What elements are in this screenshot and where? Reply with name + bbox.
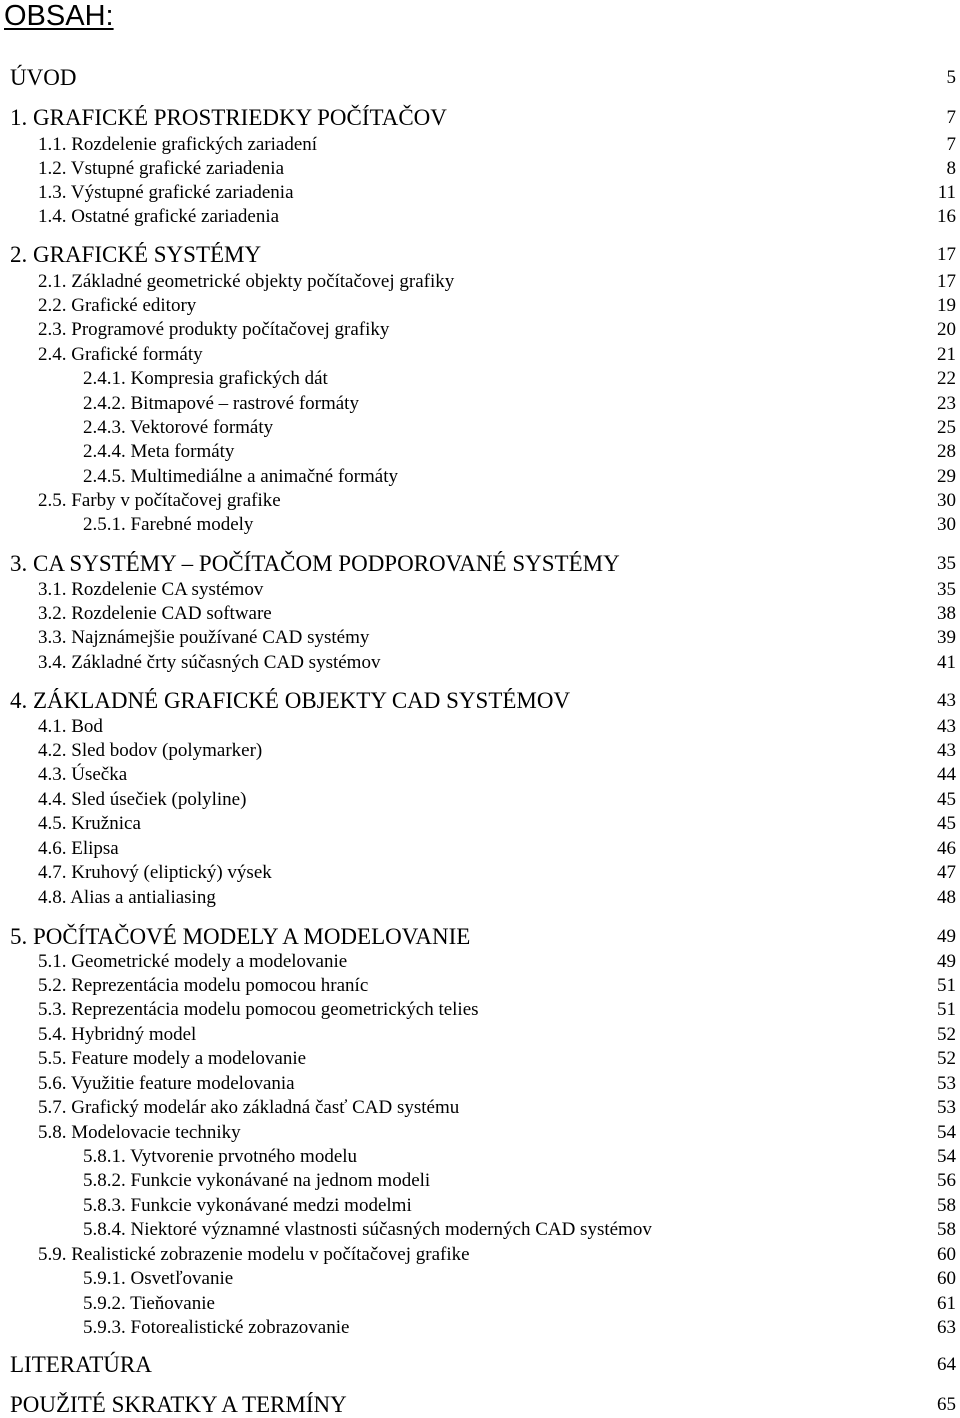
toc-entry-page: 29: [937, 466, 956, 487]
toc-entry-label: 5.9.2. Tieňovanie: [83, 1293, 215, 1314]
toc-entry-page: 54: [937, 1146, 956, 1167]
toc-entry-page: 7: [946, 107, 956, 128]
toc-entry-page: 63: [937, 1317, 956, 1338]
toc-entry-label: 1.2. Vstupné grafické zariadenia: [38, 158, 285, 179]
toc-entry-page: 51: [937, 999, 956, 1020]
toc-entry[interactable]: [0, 578, 960, 602]
toc-entry-label: 5. POČÍTAČOVÉ MODELY A MODELOVANIE: [10, 924, 471, 949]
toc-entry-page: 56: [937, 1170, 956, 1191]
toc-entry-label: 2.4.5. Multimediálne a animačné formáty: [83, 466, 398, 487]
toc-entry[interactable]: [0, 763, 960, 787]
toc-entry-chapter-4[interactable]: [0, 689, 960, 713]
toc-entry-label: 1.4. Ostatné grafické zariadenia: [38, 206, 280, 227]
toc-entry-label: 2. GRAFICKÉ SYSTÉMY: [10, 242, 262, 267]
toc-entry[interactable]: [0, 651, 960, 675]
toc-entry[interactable]: [0, 318, 960, 342]
toc-entry[interactable]: [0, 837, 960, 861]
toc-entry-page: 30: [937, 490, 956, 511]
toc-entry-page: 64: [937, 1354, 956, 1375]
toc-entry-page: 61: [937, 1293, 956, 1314]
toc-entry-label: 2.4.2. Bitmapové – rastrové formáty: [83, 393, 359, 414]
toc-entry-page: 28: [937, 441, 956, 462]
toc-entry-page: 52: [937, 1048, 956, 1069]
toc-entry-page: 46: [937, 838, 956, 859]
toc-entry-page: 20: [937, 319, 956, 340]
toc-entry-page: 22: [937, 368, 956, 389]
toc-entry-label: 4.2. Sled bodov (polymarker): [38, 740, 263, 761]
toc-entry-page: 45: [937, 789, 956, 810]
toc-entry-label: 5.2. Reprezentácia modelu pomocou hraníc: [38, 975, 369, 996]
toc-entry-page: 47: [937, 862, 956, 883]
toc-entry-literatura[interactable]: [0, 1353, 960, 1377]
toc-entry-chapter-3[interactable]: [0, 552, 960, 576]
toc-entry-page: 23: [937, 393, 956, 414]
toc-entry-page: 19: [937, 295, 956, 316]
toc-entry[interactable]: [0, 950, 960, 974]
toc-entry-page: 35: [937, 553, 956, 574]
toc-entry-page: 44: [937, 764, 956, 785]
toc-entry-label: 5.7. Grafický modelár ako základná časť CAD systému: [38, 1097, 460, 1118]
toc-entry-label: 4. ZÁKLADNÉ GRAFICKÉ OBJEKTY CAD SYSTÉMOV: [10, 688, 571, 713]
toc-entry-label: 5.6. Využitie feature modelovania: [38, 1073, 295, 1094]
toc-entry[interactable]: [0, 1072, 960, 1096]
toc-entry[interactable]: [0, 270, 960, 294]
toc-entry-page: 21: [937, 344, 956, 365]
toc-entry[interactable]: [0, 133, 960, 157]
toc-entry[interactable]: [0, 998, 960, 1022]
toc-entry-page: 48: [937, 887, 956, 908]
toc-entry-page: 53: [937, 1073, 956, 1094]
toc-entry-label: 1.3. Výstupné grafické zariadenia: [38, 182, 294, 203]
toc-entry[interactable]: [0, 1121, 960, 1145]
toc-entry[interactable]: [0, 465, 960, 489]
page-title: OBSAH:: [4, 0, 114, 32]
toc-entry-page: 54: [937, 1122, 956, 1143]
toc-entry-label: 5.8. Modelovacie techniky: [38, 1122, 241, 1143]
toc-entry-page: 60: [937, 1244, 956, 1265]
toc-entry[interactable]: [0, 513, 960, 537]
toc-entry[interactable]: [0, 367, 960, 391]
toc-entry-page: 45: [937, 813, 956, 834]
toc-entry-label: 5.3. Reprezentácia modelu pomocou geometrických telies: [38, 999, 479, 1020]
toc-entry-label: 2.2. Grafické editory: [38, 295, 197, 316]
toc-entry[interactable]: [0, 181, 960, 205]
toc-entry[interactable]: [0, 1169, 960, 1193]
toc-entry[interactable]: [0, 416, 960, 440]
toc-entry-page: 43: [937, 690, 956, 711]
toc-entry-page: 35: [937, 579, 956, 600]
toc-entry[interactable]: [0, 1194, 960, 1218]
toc-entry-chapter-1[interactable]: [0, 106, 960, 130]
toc-entry[interactable]: [0, 739, 960, 763]
toc-entry[interactable]: [0, 205, 960, 229]
toc-entry[interactable]: [0, 440, 960, 464]
toc-entry-page: 58: [937, 1219, 956, 1240]
toc-entry-label: 4.3. Úsečka: [38, 764, 128, 785]
toc-entry-label: 4.5. Kružnica: [38, 813, 141, 834]
toc-entry-page: 38: [937, 603, 956, 624]
toc-entry-skratky[interactable]: [0, 1393, 960, 1417]
toc-entry-label: 5.8.2. Funkcie vykonávané na jednom modeli: [83, 1170, 431, 1191]
toc-entry-label: POUŽITÉ SKRATKY A TERMÍNY: [10, 1392, 347, 1417]
toc-entry-label: 4.4. Sled úsečiek (polyline): [38, 789, 247, 810]
toc-entry[interactable]: [0, 861, 960, 885]
toc-entry-label: 2.4. Grafické formáty: [38, 344, 203, 365]
toc-entry-page: 41: [937, 652, 956, 673]
toc-entry-page: 52: [937, 1024, 956, 1045]
toc-entry-label: 5.8.3. Funkcie vykonávané medzi modelmi: [83, 1195, 412, 1216]
toc-entry-label: ÚVOD: [10, 65, 77, 90]
toc-entry-label: 3.3. Najznámejšie používané CAD systémy: [38, 627, 370, 648]
toc-entry[interactable]: [0, 886, 960, 910]
toc-entry-page: 49: [937, 951, 956, 972]
toc-entry-label: 2.1. Základné geometrické objekty počítačovej grafiky: [38, 271, 455, 292]
toc-entry-label: LITERATÚRA: [10, 1352, 152, 1377]
toc-entry-chapter-2[interactable]: [0, 243, 960, 267]
toc-entry-page: 43: [937, 716, 956, 737]
toc-entry[interactable]: [0, 1267, 960, 1291]
toc-entry-label: 4.7. Kruhový (eliptický) výsek: [38, 862, 272, 883]
toc-entry-page: 17: [937, 244, 956, 265]
toc-entry-label: 5.8.4. Niektoré významné vlastnosti súčasných moderných CAD systémov: [83, 1219, 652, 1240]
toc-entry-label: 2.5.1. Farebné modely: [83, 514, 254, 535]
toc-entry-uvod[interactable]: [0, 66, 960, 90]
toc-entry-label: 3.2. Rozdelenie CAD software: [38, 603, 272, 624]
toc-entry-label: 2.3. Programové produkty počítačovej grafiky: [38, 319, 390, 340]
toc-entry-page: 5: [946, 67, 956, 88]
toc-entry[interactable]: [0, 602, 960, 626]
toc-entry[interactable]: [0, 788, 960, 812]
toc-entry-chapter-5[interactable]: [0, 925, 960, 949]
toc-entry[interactable]: [0, 715, 960, 739]
toc-entry-label: 5.5. Feature modely a modelovanie: [38, 1048, 307, 1069]
toc-entry-page: 30: [937, 514, 956, 535]
toc-entry-label: 2.4.1. Kompresia grafických dát: [83, 368, 328, 389]
toc-entry-label: 4.8. Alias a antialiasing: [38, 887, 216, 908]
toc-entry-page: 43: [937, 740, 956, 761]
toc-entry[interactable]: [0, 974, 960, 998]
toc-entry[interactable]: [0, 392, 960, 416]
toc-entry[interactable]: [0, 1243, 960, 1267]
toc-entry-page: 58: [937, 1195, 956, 1216]
toc-entry-label: 1. GRAFICKÉ PROSTRIEDKY POČÍTAČOV: [10, 105, 447, 130]
toc-entry-label: 4.1. Bod: [38, 716, 103, 737]
toc-entry-page: 11: [937, 182, 956, 203]
toc-entry-page: 39: [937, 627, 956, 648]
toc-entry[interactable]: [0, 1218, 960, 1242]
toc-entry-label: 5.9. Realistické zobrazenie modelu v počítačovej grafike: [38, 1244, 470, 1265]
toc-entry-page: 51: [937, 975, 956, 996]
toc-entry[interactable]: [0, 1023, 960, 1047]
toc-entry-page: 60: [937, 1268, 956, 1289]
toc-entry-label: 5.1. Geometrické modely a modelovanie: [38, 951, 348, 972]
toc-entry-label: 4.6. Elipsa: [38, 838, 119, 859]
toc-entry-label: 1.1. Rozdelenie grafických zariadení: [38, 134, 318, 155]
toc-entry[interactable]: [0, 343, 960, 367]
toc-entry-label: 3. CA SYSTÉMY – POČÍTAČOM PODPOROVANÉ SYSTÉMY: [10, 551, 620, 576]
toc-entry-page: 53: [937, 1097, 956, 1118]
toc-entry-page: 8: [946, 158, 956, 179]
toc-entry-label: 3.4. Základné črty súčasných CAD systémov: [38, 652, 381, 673]
toc-entry[interactable]: [0, 1316, 960, 1340]
toc-entry-label: 5.4. Hybridný model: [38, 1024, 197, 1045]
toc-entry[interactable]: [0, 1096, 960, 1120]
toc-entry[interactable]: [0, 489, 960, 513]
toc-entry[interactable]: [0, 1047, 960, 1071]
toc-entry-label: 5.8.1. Vytvorenie prvotného modelu: [83, 1146, 358, 1167]
toc-entry-page: 65: [937, 1394, 956, 1415]
toc-entry[interactable]: [0, 294, 960, 318]
toc-entry[interactable]: [0, 1292, 960, 1316]
toc-entry[interactable]: [0, 812, 960, 836]
toc-entry[interactable]: [0, 626, 960, 650]
toc-entry-label: 2.4.4. Meta formáty: [83, 441, 235, 462]
toc-entry-page: 7: [946, 134, 956, 155]
toc-entry-label: 2.5. Farby v počítačovej grafike: [38, 490, 281, 511]
toc-entry-page: 49: [937, 926, 956, 947]
toc-entry[interactable]: [0, 157, 960, 181]
toc-entry-label: 2.4.3. Vektorové formáty: [83, 417, 274, 438]
toc-entry-page: 25: [937, 417, 956, 438]
toc-entry-label: 3.1. Rozdelenie CA systémov: [38, 579, 264, 600]
toc-entry-page: 16: [937, 206, 956, 227]
toc-entry-label: 5.9.1. Osvetľovanie: [83, 1268, 234, 1289]
toc-entry-label: 5.9.3. Fotorealistické zobrazovanie: [83, 1317, 350, 1338]
toc-entry[interactable]: [0, 1145, 960, 1169]
toc-entry-page: 17: [937, 271, 956, 292]
